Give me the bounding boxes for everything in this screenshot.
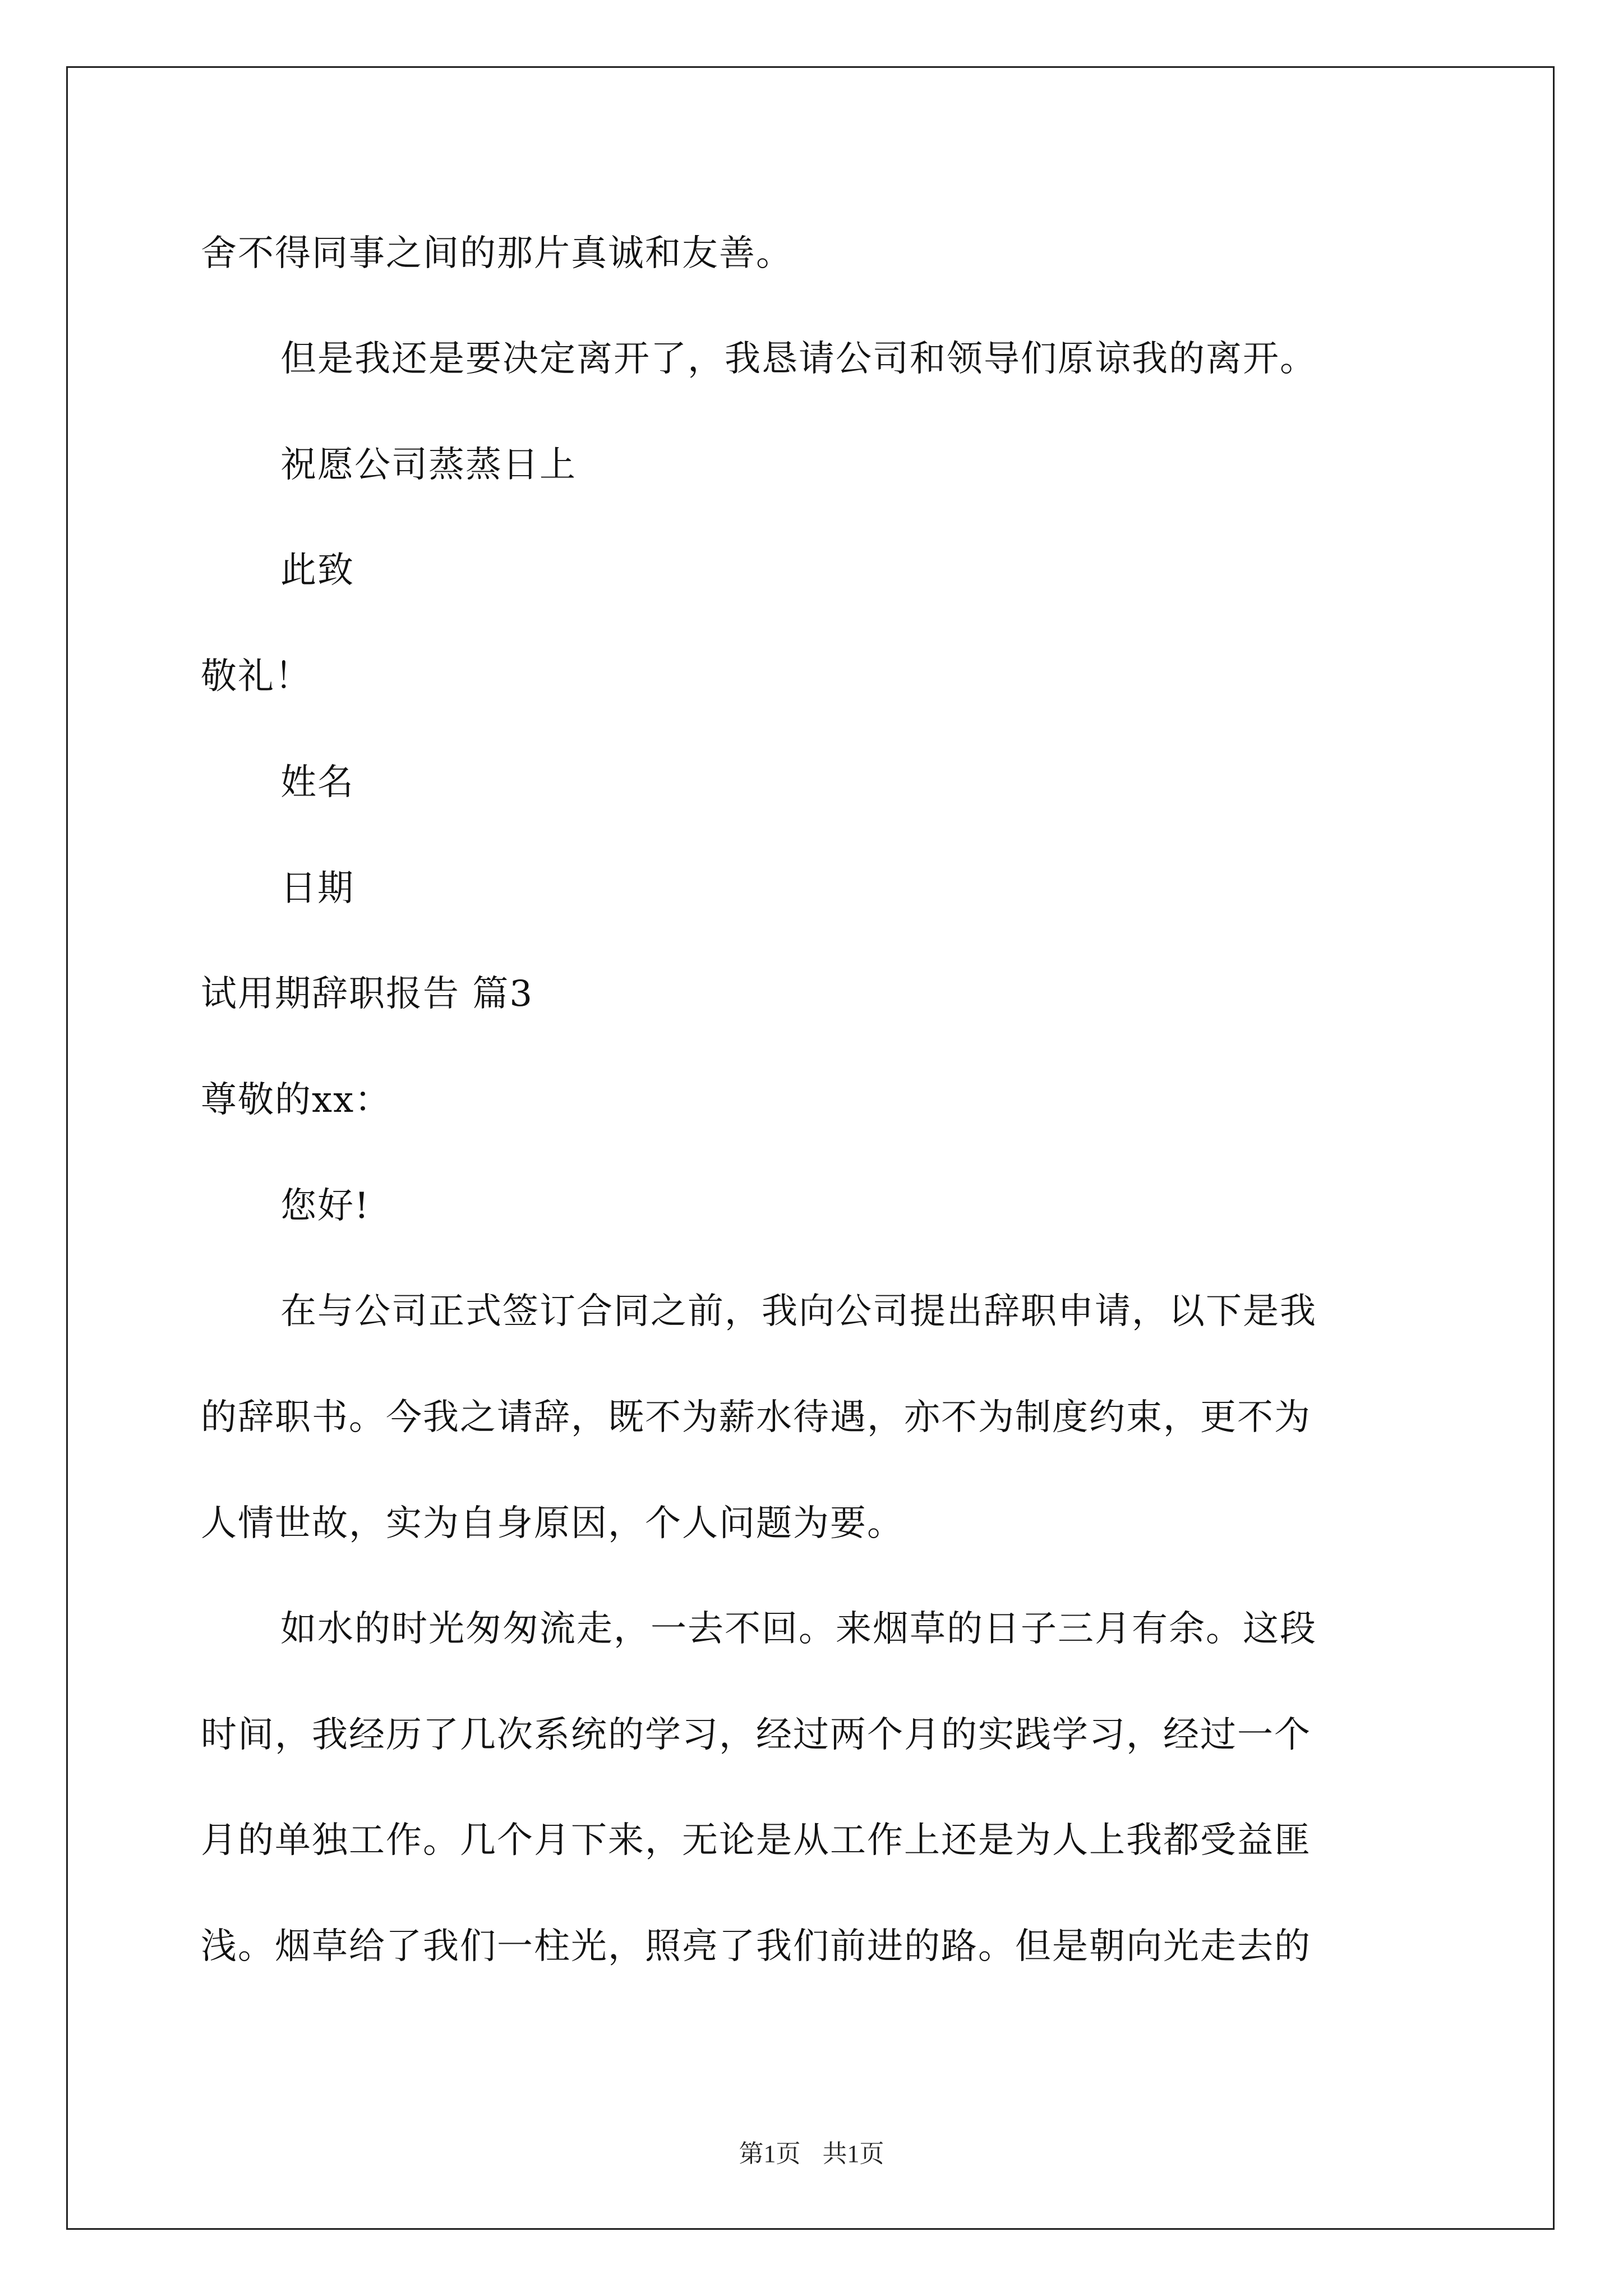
signature-date: 日期 (280, 868, 354, 909)
paragraph-2-line-2: 时间，我经历了几次系统的学习，经过两个月的实践学习，经过一个 (201, 1714, 1311, 1756)
closing-jingli: 敬礼！ (201, 656, 312, 697)
body-line-1: 舍不得同事之间的那片真诚和友善。 (201, 233, 793, 274)
paragraph-1-line-1: 在与公司正式签订合同之前，我向公司提出辞职申请，以下是我 (280, 1291, 1317, 1332)
page-border (66, 66, 1555, 2230)
page-footer (0, 2137, 1623, 2171)
salutation: 尊敬的xx： (201, 1079, 392, 1121)
closing-cizhi: 此致 (280, 550, 354, 591)
paragraph-2-line-3: 月的单独工作。几个月下来，无论是从工作上还是为人上我都受益匪 (201, 1820, 1311, 1861)
body-line-2: 但是我还是要决定离开了，我恳请公司和领导们原谅我的离开。 (280, 338, 1317, 380)
paragraph-2-line-4: 浅。烟草给了我们一柱光，照亮了我们前进的路。但是朝向光走去的 (201, 1926, 1311, 1967)
greeting: 您好! (280, 1185, 370, 1227)
signature-name: 姓名 (280, 762, 354, 803)
section-heading: 试用期辞职报告 篇3 (201, 973, 534, 1015)
page-total: 共1页 (822, 2140, 884, 2168)
paragraph-2-line-1: 如水的时光匆匆流走，一去不回。来烟草的日子三月有余。这段 (280, 1608, 1317, 1650)
paragraph-1-line-2: 的辞职书。今我之请辞，既不为薪水待遇，亦不为制度约束，更不为 (201, 1397, 1311, 1438)
page-number: 第1页 (739, 2140, 801, 2168)
paragraph-1-line-3: 人情世故，实为自身原因，个人问题为要。 (201, 1503, 904, 1544)
closing-wish: 祝愿公司蒸蒸日上 (280, 444, 577, 486)
